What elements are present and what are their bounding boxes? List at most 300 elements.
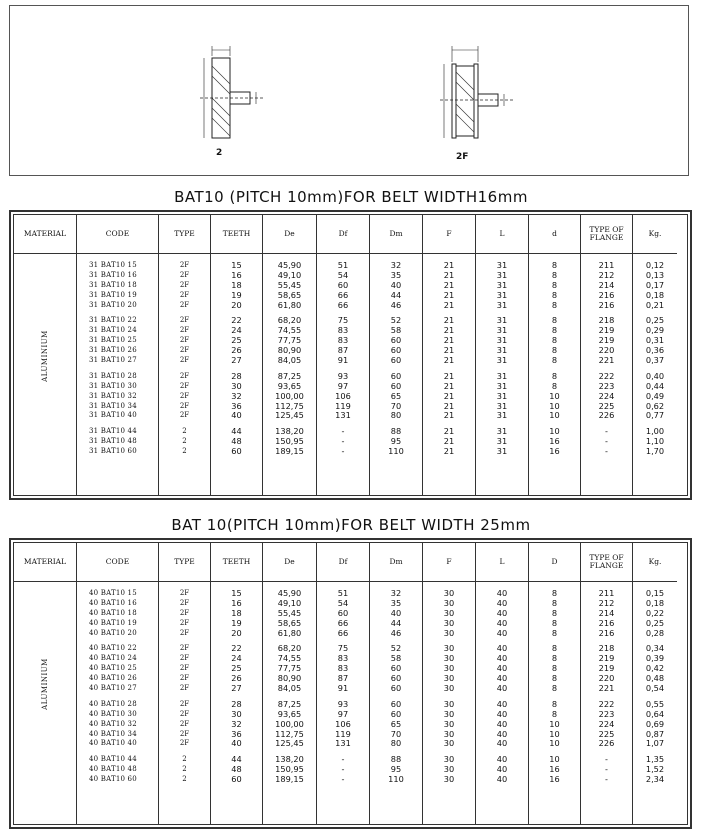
- kg-cell: 0,64: [645, 708, 665, 719]
- df-cell: -: [341, 754, 345, 765]
- header-material: MATERIAL: [14, 543, 76, 582]
- header-df: Df: [317, 543, 369, 582]
- de-cell: 93,65: [277, 380, 302, 391]
- dm-cell: 44: [390, 617, 402, 628]
- kg-cell: 1,35: [645, 754, 665, 765]
- d-cell: 10: [549, 410, 560, 421]
- column-f: [423, 215, 476, 495]
- l-cell: 40: [496, 643, 508, 654]
- de-cell: 58,65: [277, 617, 302, 628]
- flange-cell: 216: [598, 289, 615, 300]
- column-df: [317, 543, 370, 824]
- kg-cell: 0,31: [645, 335, 665, 346]
- table-grid: [13, 542, 688, 825]
- f-cell: 21: [443, 355, 455, 366]
- kg-cell: 0,69: [645, 718, 665, 729]
- dm-cell: 60: [390, 370, 402, 381]
- kg-cell: 1,07: [645, 738, 665, 749]
- kg-cell: 1,00: [645, 426, 665, 437]
- l-cell: 40: [496, 597, 508, 608]
- type-cell: 2F: [179, 336, 190, 345]
- de-cell: 61,80: [277, 627, 302, 638]
- dm-cell: 70: [390, 728, 402, 739]
- dm-cell: 52: [390, 315, 402, 326]
- teeth-cell: 20: [231, 627, 242, 638]
- flange-cell: 219: [598, 335, 615, 346]
- header-flange: TYPE OF FLANGE: [581, 543, 632, 582]
- flange-cell: 222: [598, 370, 615, 381]
- flange-cell: 216: [598, 617, 615, 628]
- code-cell: 31 BAT10 19: [89, 290, 137, 299]
- de-cell: 87,25: [277, 370, 302, 381]
- table-1-title: BAT10 (PITCH 10mm)FOR BELT WIDTH16mm: [174, 188, 528, 206]
- header-kg: Kg.: [633, 215, 677, 254]
- df-cell: -: [341, 426, 345, 437]
- flange-cell: -: [605, 436, 608, 447]
- type-cell: 2F: [179, 381, 190, 390]
- header-l: L: [476, 215, 528, 254]
- df-cell: 106: [335, 390, 351, 401]
- f-cell: 21: [443, 400, 455, 411]
- teeth-cell: 18: [231, 607, 242, 618]
- df-cell: 66: [337, 289, 349, 300]
- type-cell: 2F: [179, 401, 190, 410]
- l-cell: 31: [496, 269, 508, 280]
- d-cell: 10: [549, 728, 560, 739]
- l-cell: 40: [496, 698, 508, 709]
- d-cell: 8: [551, 345, 558, 356]
- kg-cell: 0,18: [645, 597, 665, 608]
- f-cell: 21: [443, 390, 455, 401]
- f-cell: 30: [443, 588, 455, 598]
- dm-cell: 80: [390, 738, 402, 749]
- dm-cell: 65: [390, 718, 402, 729]
- d-cell: 8: [551, 643, 558, 654]
- l-cell: 40: [496, 728, 508, 739]
- spec-table-16mm: [9, 210, 692, 500]
- l-cell: 40: [496, 754, 508, 765]
- flange-cell: 225: [598, 728, 615, 739]
- code-cell: 31 BAT10 24: [89, 326, 137, 335]
- l-cell: 31: [496, 400, 508, 411]
- header-df: Df: [317, 215, 369, 254]
- f-cell: 30: [443, 738, 455, 749]
- kg-cell: 0,12: [645, 260, 665, 270]
- code-cell: 31 BAT10 27: [89, 356, 137, 365]
- f-cell: 21: [443, 325, 455, 336]
- type-cell: 2F: [179, 719, 190, 728]
- df-cell: 83: [337, 663, 349, 674]
- code-cell: 31 BAT10 16: [89, 270, 137, 279]
- kg-cell: 1,10: [645, 436, 665, 447]
- teeth-cell: 25: [231, 663, 242, 674]
- flange-cell: 219: [598, 325, 615, 336]
- teeth-cell: 60: [231, 446, 242, 457]
- kg-cell: 0,25: [645, 315, 665, 326]
- code-cell: 40 BAT10 40: [89, 739, 137, 748]
- dm-cell: 44: [390, 289, 402, 300]
- kg-cell: 0,62: [645, 400, 665, 411]
- header-code: CODE: [77, 215, 158, 254]
- f-cell: 30: [443, 673, 455, 684]
- f-cell: 21: [443, 380, 455, 391]
- type-cell: 2F: [179, 618, 190, 627]
- df-cell: -: [341, 446, 345, 457]
- header-material: MATERIAL: [14, 215, 76, 254]
- dm-cell: 58: [390, 325, 402, 336]
- flange-cell: 220: [598, 345, 615, 356]
- dm-cell: 88: [390, 754, 402, 765]
- f-cell: 30: [443, 607, 455, 618]
- header-type: TYPE: [159, 215, 210, 254]
- column-d: [529, 215, 581, 495]
- code-cell: 40 BAT10 25: [89, 664, 137, 673]
- kg-cell: 0,40: [645, 370, 665, 381]
- kg-cell: 0,15: [645, 588, 665, 598]
- dm-cell: 110: [388, 774, 404, 785]
- df-cell: 97: [337, 708, 349, 719]
- de-cell: 138,20: [275, 426, 304, 437]
- de-cell: 45,90: [277, 588, 302, 598]
- teeth-cell: 32: [231, 718, 242, 729]
- dm-cell: 40: [390, 279, 402, 290]
- l-cell: 31: [496, 260, 508, 270]
- de-cell: 80,90: [277, 673, 302, 684]
- l-cell: 31: [496, 370, 508, 381]
- code-cell: 40 BAT10 22: [89, 644, 137, 653]
- flange-cell: 221: [598, 683, 615, 694]
- teeth-cell: 28: [231, 370, 242, 381]
- teeth-cell: 30: [231, 708, 242, 719]
- l-cell: 31: [496, 355, 508, 366]
- de-cell: 189,15: [275, 774, 304, 785]
- teeth-cell: 22: [231, 643, 242, 654]
- teeth-cell: 25: [231, 335, 242, 346]
- header-dm: Dm: [370, 215, 422, 254]
- column-teeth: [211, 215, 263, 495]
- l-cell: 31: [496, 390, 508, 401]
- l-cell: 31: [496, 380, 508, 391]
- d-cell: 8: [551, 335, 558, 346]
- l-cell: 31: [496, 335, 508, 346]
- type-cell: 2F: [179, 356, 190, 365]
- f-cell: 21: [443, 299, 455, 310]
- kg-cell: 0,13: [645, 269, 665, 280]
- f-cell: 21: [443, 335, 455, 346]
- header-f: F: [423, 215, 475, 254]
- flange-cell: -: [605, 754, 608, 765]
- pulley-type-2f-label: 2F: [456, 152, 469, 162]
- type-cell: 2: [182, 775, 187, 784]
- de-cell: 68,20: [277, 315, 302, 326]
- type-cell: 2F: [179, 280, 190, 289]
- code-cell: 31 BAT10 32: [89, 391, 137, 400]
- flange-cell: 218: [598, 315, 615, 326]
- teeth-cell: 40: [231, 410, 242, 421]
- kg-cell: 0,77: [645, 410, 665, 421]
- flange-cell: 218: [598, 643, 615, 654]
- teeth-cell: 60: [231, 774, 242, 785]
- de-cell: 80,90: [277, 345, 302, 356]
- kg-cell: 0,54: [645, 683, 665, 694]
- code-cell: 31 BAT10 20: [89, 300, 137, 309]
- header-flange: TYPE OF FLANGE: [581, 215, 632, 254]
- de-cell: 150,95: [275, 764, 304, 775]
- de-cell: 49,10: [277, 597, 302, 608]
- code-cell: 40 BAT10 60: [89, 775, 137, 784]
- type-cell: 2F: [179, 684, 190, 693]
- d-cell: 10: [549, 754, 560, 765]
- type-cell: 2: [182, 427, 187, 436]
- kg-cell: 0,28: [645, 627, 665, 638]
- l-cell: 31: [496, 315, 508, 326]
- code-cell: 40 BAT10 24: [89, 654, 137, 663]
- l-cell: 31: [496, 436, 508, 447]
- de-cell: 55,45: [277, 607, 302, 618]
- l-cell: 40: [496, 718, 508, 729]
- flange-cell: 223: [598, 708, 615, 719]
- column-kg: [633, 543, 677, 824]
- flange-cell: -: [605, 446, 608, 457]
- code-cell: 31 BAT10 22: [89, 316, 137, 325]
- column-dm: [370, 543, 423, 824]
- dm-cell: 35: [390, 597, 402, 608]
- teeth-cell: 27: [231, 355, 242, 366]
- dm-cell: 60: [390, 345, 402, 356]
- d-cell: 8: [551, 653, 558, 664]
- d-cell: 8: [551, 607, 558, 618]
- d-cell: 8: [551, 370, 558, 381]
- teeth-cell: 27: [231, 683, 242, 694]
- f-cell: 30: [443, 718, 455, 729]
- kg-cell: 0,39: [645, 653, 665, 664]
- type-cell: 2F: [179, 598, 190, 607]
- flange-cell: 216: [598, 299, 615, 310]
- dm-cell: 60: [390, 683, 402, 694]
- column-de: [263, 543, 317, 824]
- dm-cell: 35: [390, 269, 402, 280]
- l-cell: 31: [496, 410, 508, 421]
- header-type: TYPE: [159, 543, 210, 582]
- l-cell: 40: [496, 774, 508, 785]
- de-cell: 55,45: [277, 279, 302, 290]
- d-cell: 8: [551, 325, 558, 336]
- dm-cell: 70: [390, 400, 402, 411]
- f-cell: 21: [443, 436, 455, 447]
- type-cell: 2F: [179, 270, 190, 279]
- column-code: [77, 215, 159, 495]
- flange-cell: 222: [598, 698, 615, 709]
- df-cell: 75: [337, 315, 349, 326]
- type-cell: 2F: [179, 608, 190, 617]
- type-cell: 2: [182, 765, 187, 774]
- code-cell: 40 BAT10 15: [89, 589, 137, 597]
- d-cell: 16: [549, 764, 560, 775]
- flange-cell: -: [605, 764, 608, 775]
- header-de: De: [263, 543, 316, 582]
- header-dm: Dm: [370, 543, 422, 582]
- flange-cell: 223: [598, 380, 615, 391]
- d-cell: 10: [549, 400, 560, 411]
- header-code: CODE: [77, 543, 158, 582]
- de-cell: 100,00: [275, 718, 304, 729]
- l-cell: 40: [496, 673, 508, 684]
- code-cell: 31 BAT10 48: [89, 437, 137, 446]
- f-cell: 21: [443, 315, 455, 326]
- teeth-cell: 44: [231, 426, 242, 437]
- df-cell: 119: [335, 728, 351, 739]
- de-cell: 77,75: [277, 663, 302, 674]
- d-cell: 10: [549, 390, 560, 401]
- code-cell: 40 BAT10 19: [89, 618, 137, 627]
- flange-cell: 219: [598, 653, 615, 664]
- dm-cell: 88: [390, 426, 402, 437]
- teeth-cell: 18: [231, 279, 242, 290]
- d-cell: 16: [549, 774, 560, 785]
- df-cell: 60: [337, 279, 349, 290]
- d-cell: 16: [549, 436, 560, 447]
- kg-cell: 0,18: [645, 289, 665, 300]
- flange-cell: 212: [598, 597, 615, 608]
- code-cell: 31 BAT10 60: [89, 447, 137, 456]
- flange-cell: 212: [598, 269, 615, 280]
- type-cell: 2F: [179, 654, 190, 663]
- dm-cell: 58: [390, 653, 402, 664]
- f-cell: 21: [443, 289, 455, 300]
- f-cell: 30: [443, 597, 455, 608]
- dm-cell: 95: [390, 764, 402, 775]
- teeth-cell: 32: [231, 390, 242, 401]
- column-l: [476, 543, 529, 824]
- dm-cell: 110: [388, 446, 404, 457]
- df-cell: -: [341, 436, 345, 447]
- l-cell: 40: [496, 683, 508, 694]
- d-cell: 8: [551, 260, 558, 270]
- kg-cell: 0,36: [645, 345, 665, 356]
- dm-cell: 32: [390, 260, 402, 270]
- pulley-drawing-panel: [9, 5, 689, 176]
- d-cell: 8: [551, 289, 558, 300]
- d-cell: 8: [551, 588, 558, 598]
- flange-cell: -: [605, 774, 608, 785]
- header-f: F: [423, 543, 475, 582]
- type-cell: 2F: [179, 589, 190, 597]
- de-cell: 45,90: [277, 260, 302, 270]
- de-cell: 189,15: [275, 446, 304, 457]
- d-cell: 8: [551, 708, 558, 719]
- column-d: [529, 543, 581, 824]
- flange-cell: 214: [598, 607, 615, 618]
- f-cell: 30: [443, 754, 455, 765]
- d-cell: 8: [551, 269, 558, 280]
- f-cell: 21: [443, 410, 455, 421]
- teeth-cell: 22: [231, 315, 242, 326]
- kg-cell: 0,17: [645, 279, 665, 290]
- teeth-cell: 28: [231, 698, 242, 709]
- df-cell: 119: [335, 400, 351, 411]
- header-de: De: [263, 215, 316, 254]
- df-cell: 131: [335, 738, 351, 749]
- teeth-cell: 16: [231, 597, 242, 608]
- teeth-cell: 36: [231, 728, 242, 739]
- teeth-cell: 26: [231, 345, 242, 356]
- d-cell: 16: [549, 446, 560, 457]
- kg-cell: 1,52: [645, 764, 665, 775]
- header-teeth: TEETH: [211, 215, 262, 254]
- type-cell: 2F: [179, 729, 190, 738]
- de-cell: 112,75: [275, 400, 304, 411]
- f-cell: 30: [443, 698, 455, 709]
- df-cell: 51: [337, 588, 349, 598]
- code-cell: 31 BAT10 18: [89, 280, 137, 289]
- de-cell: 100,00: [275, 390, 304, 401]
- type-cell: 2F: [179, 664, 190, 673]
- column-material: [14, 215, 77, 495]
- type-cell: 2F: [179, 371, 190, 380]
- type-cell: 2: [182, 447, 187, 456]
- d-cell: 10: [549, 426, 560, 437]
- df-cell: 60: [337, 607, 349, 618]
- material-label: ALUMINIUM: [41, 658, 49, 710]
- column-l: [476, 215, 529, 495]
- kg-cell: 0,49: [645, 390, 665, 401]
- l-cell: 31: [496, 299, 508, 310]
- dm-cell: 95: [390, 436, 402, 447]
- code-cell: 40 BAT10 34: [89, 729, 137, 738]
- type-cell: 2F: [179, 346, 190, 355]
- de-cell: 68,20: [277, 643, 302, 654]
- column-flange: [581, 215, 633, 495]
- header-d: d: [529, 215, 580, 254]
- dm-cell: 60: [390, 708, 402, 719]
- column-dm: [370, 215, 423, 495]
- header-l: L: [476, 543, 528, 582]
- f-cell: 30: [443, 663, 455, 674]
- dm-cell: 32: [390, 588, 402, 598]
- table-2-title: BAT 10(PITCH 10mm)FOR BELT WIDTH 25mm: [171, 516, 531, 534]
- df-cell: 51: [337, 260, 349, 270]
- teeth-cell: 15: [231, 260, 242, 270]
- l-cell: 31: [496, 345, 508, 356]
- flange-cell: 224: [598, 390, 615, 401]
- flange-cell: 226: [598, 410, 615, 421]
- de-cell: 125,45: [275, 410, 304, 421]
- type-cell: 2F: [179, 411, 190, 420]
- df-cell: -: [341, 764, 345, 775]
- code-cell: 31 BAT10 34: [89, 401, 137, 410]
- column-kg: [633, 215, 677, 495]
- df-cell: 54: [337, 597, 349, 608]
- f-cell: 21: [443, 260, 455, 270]
- code-cell: 31 BAT10 28: [89, 371, 137, 380]
- dm-cell: 60: [390, 355, 402, 366]
- d-cell: 8: [551, 673, 558, 684]
- df-cell: 131: [335, 410, 351, 421]
- l-cell: 31: [496, 325, 508, 336]
- table-grid: [13, 214, 688, 496]
- kg-cell: 2,34: [645, 774, 665, 785]
- l-cell: 31: [496, 279, 508, 290]
- kg-cell: 0,22: [645, 607, 665, 618]
- f-cell: 30: [443, 764, 455, 775]
- d-cell: 10: [549, 718, 560, 729]
- de-cell: 74,55: [277, 653, 302, 664]
- kg-cell: 0,44: [645, 380, 665, 391]
- type-cell: 2F: [179, 644, 190, 653]
- f-cell: 21: [443, 279, 455, 290]
- flange-cell: 211: [598, 260, 615, 270]
- teeth-cell: 44: [231, 754, 242, 765]
